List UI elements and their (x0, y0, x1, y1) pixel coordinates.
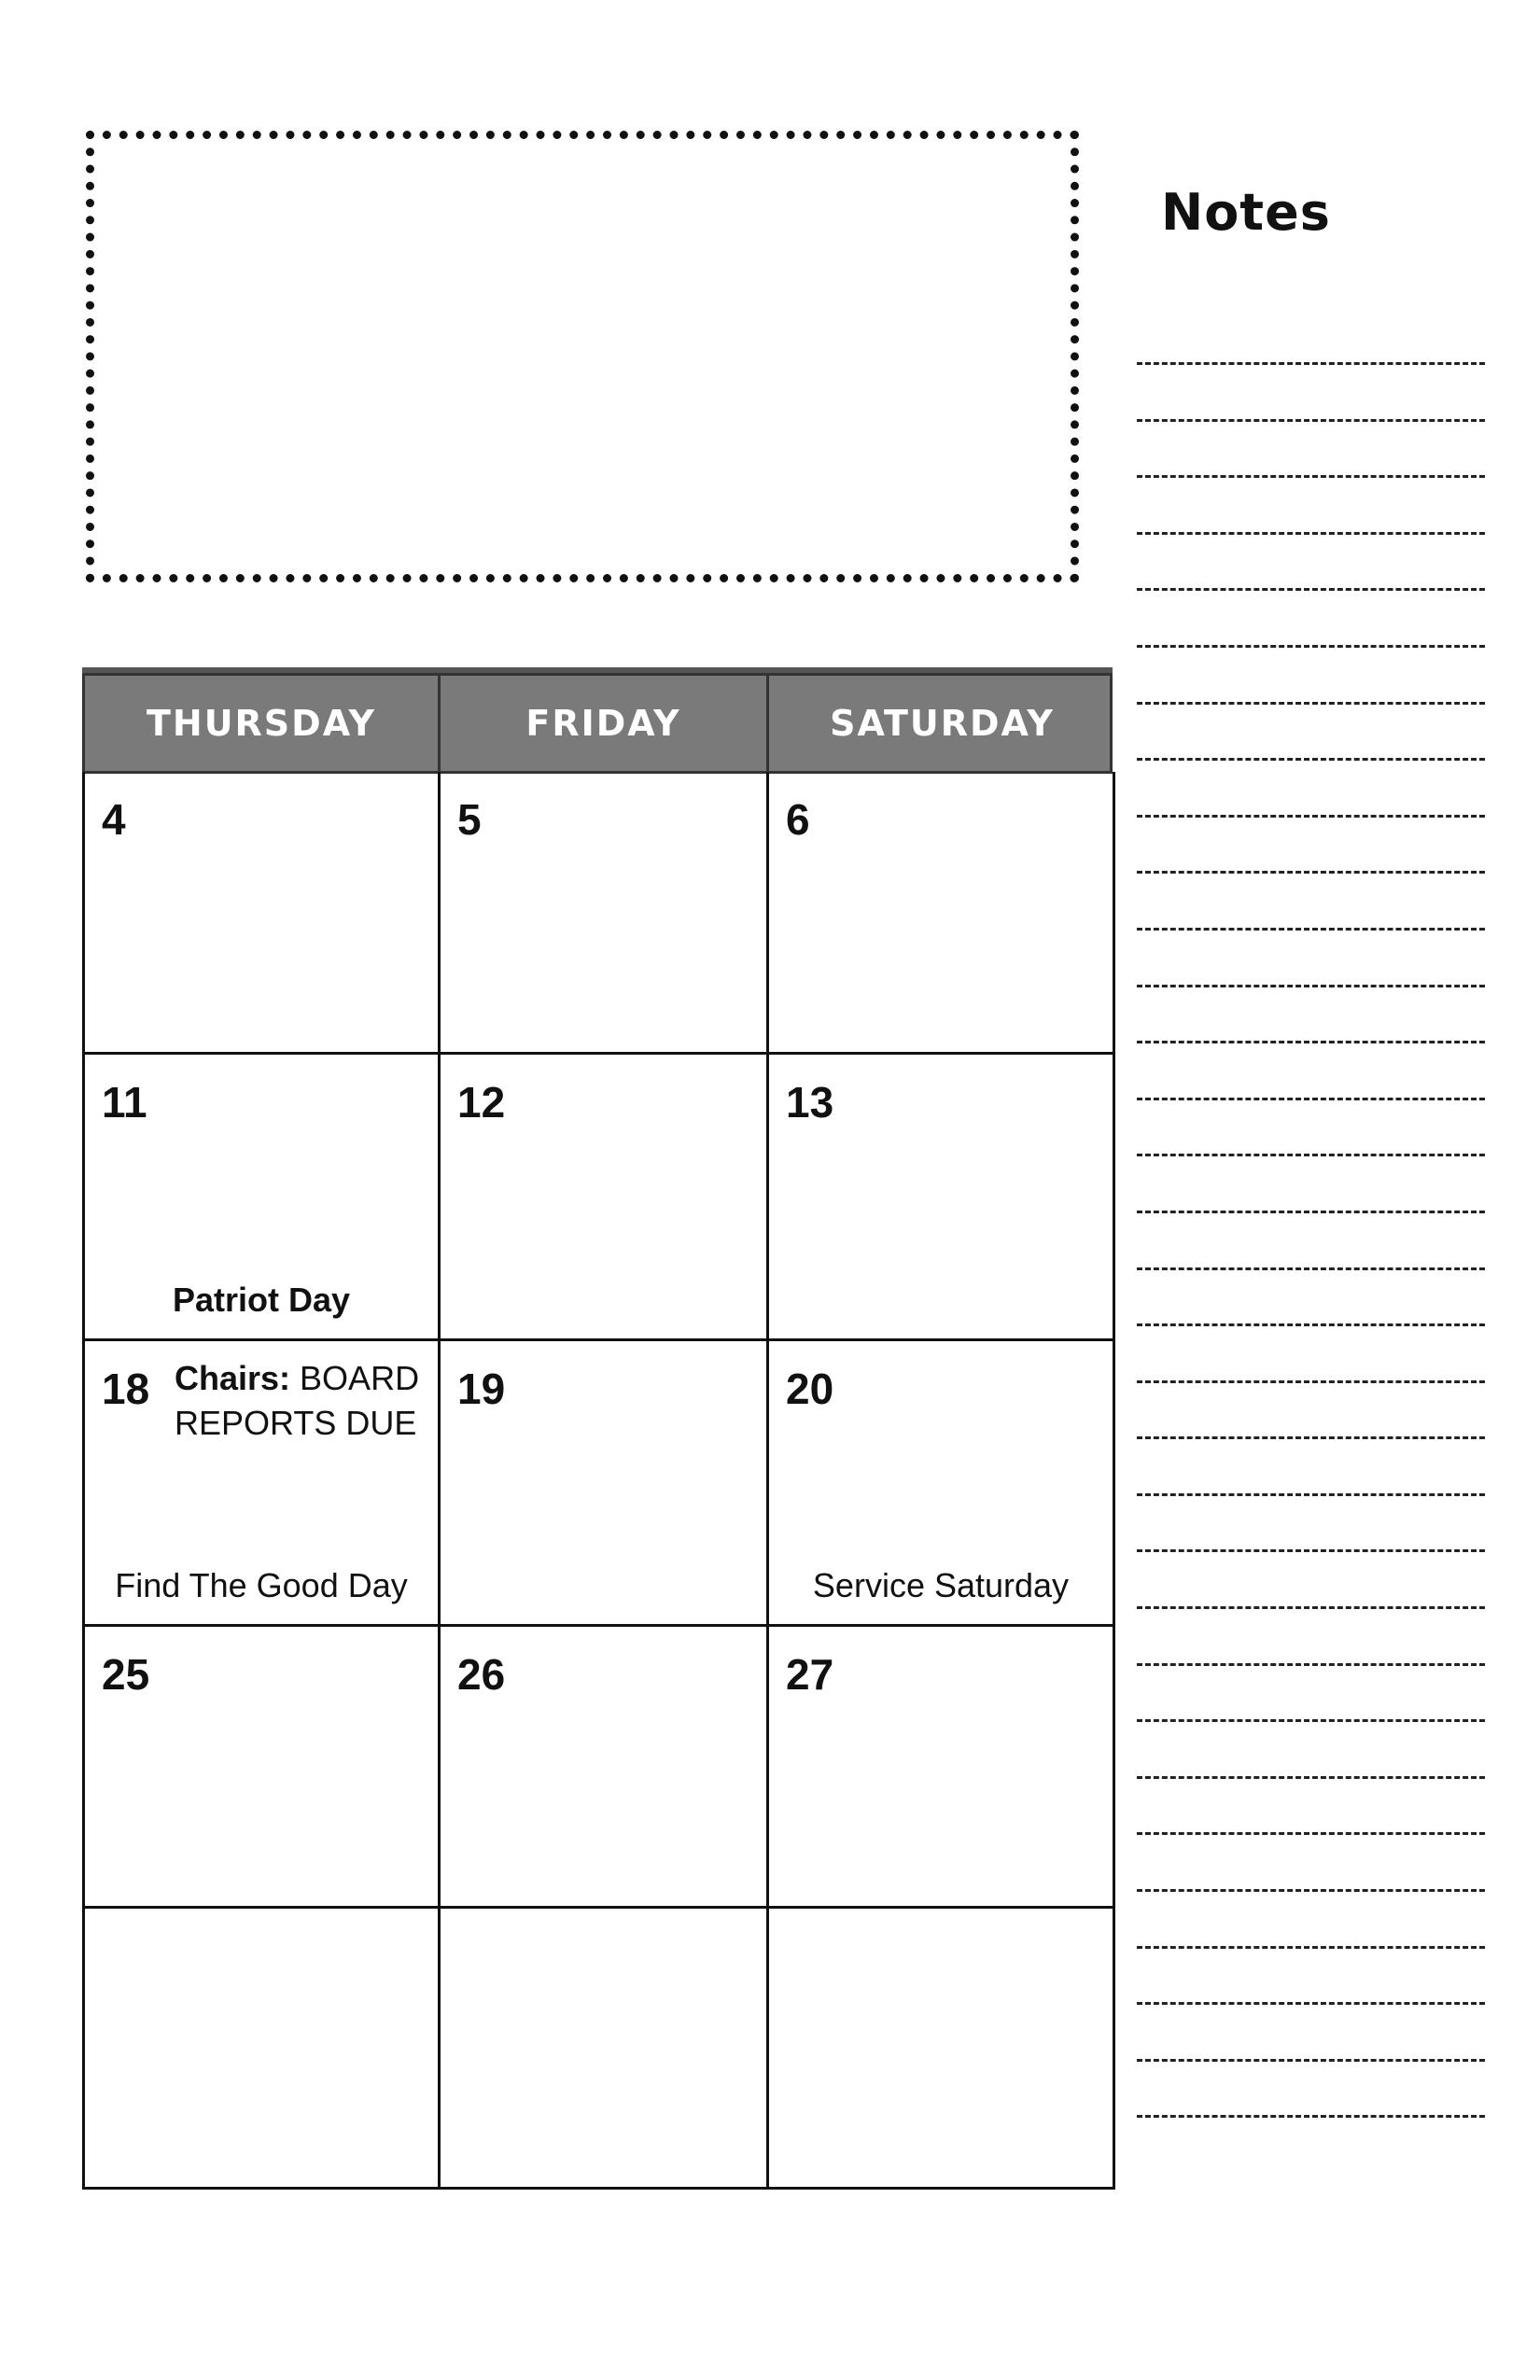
event-text: BOARD (300, 1359, 420, 1397)
notes-lines (1137, 355, 1485, 2164)
calendar-cell[interactable] (441, 1055, 769, 1341)
calendar-cell[interactable] (769, 1341, 1115, 1627)
calendar-cell[interactable] (85, 1341, 441, 1627)
note-line[interactable] (1137, 920, 1485, 977)
note-line[interactable] (1137, 1316, 1485, 1373)
calendar-cell[interactable] (441, 1341, 769, 1627)
calendar-grid (82, 772, 1113, 2190)
note-line[interactable] (1137, 525, 1485, 581)
note-line[interactable] (1137, 863, 1485, 920)
calendar-cell[interactable] (769, 1055, 1115, 1341)
date-number: 18 (102, 1365, 150, 1413)
date-number: 4 (102, 795, 126, 844)
event-patriot-day: Patriot Day (172, 1281, 351, 1319)
note-line[interactable] (1137, 1486, 1485, 1543)
calendar-cell[interactable] (85, 1055, 441, 1341)
note-line[interactable] (1137, 1882, 1485, 1939)
note-line[interactable] (1137, 355, 1485, 412)
calendar-cell[interactable] (85, 772, 441, 1055)
calendar-header (82, 673, 1113, 774)
note-line[interactable] (1137, 1203, 1485, 1260)
note-line[interactable] (1137, 694, 1485, 751)
event-service-saturday: Service Saturday (812, 1566, 1070, 1604)
date-number: 13 (786, 1078, 834, 1127)
note-line[interactable] (1137, 1769, 1485, 1826)
date-number: 19 (457, 1365, 506, 1413)
note-line[interactable] (1137, 1373, 1485, 1430)
note-line[interactable] (1137, 1656, 1485, 1713)
note-line[interactable] (1137, 1995, 1485, 2051)
day-header-thursday: THURSDAY (85, 676, 441, 771)
note-line[interactable] (1137, 1599, 1485, 1656)
note-line[interactable] (1137, 1825, 1485, 1882)
calendar-cell[interactable] (85, 1909, 441, 2190)
note-line[interactable] (1137, 977, 1485, 1034)
date-number: 5 (457, 795, 482, 844)
calendar-cell[interactable] (85, 1627, 441, 1909)
note-line[interactable] (1137, 1542, 1485, 1599)
note-line[interactable] (1137, 1712, 1485, 1769)
calendar-cell[interactable] (769, 1909, 1115, 2190)
event-text-line2: REPORTS DUE (175, 1404, 417, 1442)
date-number: 25 (102, 1650, 150, 1699)
date-number: 27 (786, 1650, 834, 1699)
note-line[interactable] (1137, 2051, 1485, 2108)
note-line[interactable] (1137, 750, 1485, 807)
calendar-cell[interactable] (441, 772, 769, 1055)
date-number: 26 (457, 1650, 506, 1699)
event-label: Chairs: (175, 1359, 291, 1397)
day-header-friday: FRIDAY (441, 676, 769, 771)
date-number: 11 (102, 1078, 147, 1127)
calendar-cell[interactable] (441, 1909, 769, 2190)
note-line[interactable] (1137, 637, 1485, 694)
note-line[interactable] (1137, 1033, 1485, 1090)
note-line[interactable] (1137, 468, 1485, 525)
event-board-reports (175, 1356, 419, 1446)
note-line[interactable] (1137, 1939, 1485, 1995)
day-header-saturday: SATURDAY (830, 703, 1055, 744)
note-line[interactable] (1137, 1260, 1485, 1317)
calendar (82, 667, 1113, 2190)
note-line[interactable] (1137, 1429, 1485, 1486)
note-line[interactable] (1137, 581, 1485, 637)
calendar-cell[interactable] (441, 1627, 769, 1909)
note-line[interactable] (1137, 807, 1485, 864)
event-find-the-good-day: Find The Good Day (115, 1566, 408, 1604)
note-line[interactable] (1137, 2107, 1485, 2164)
calendar-cell[interactable] (769, 772, 1115, 1055)
date-number: 12 (457, 1078, 506, 1127)
notes-title: Notes (1161, 183, 1331, 242)
date-number: 6 (786, 795, 810, 844)
date-number: 20 (786, 1365, 834, 1413)
calendar-cell[interactable] (769, 1627, 1115, 1909)
note-line[interactable] (1137, 412, 1485, 469)
note-line[interactable] (1137, 1090, 1485, 1147)
image-placeholder (86, 131, 1079, 582)
note-line[interactable] (1137, 1146, 1485, 1203)
